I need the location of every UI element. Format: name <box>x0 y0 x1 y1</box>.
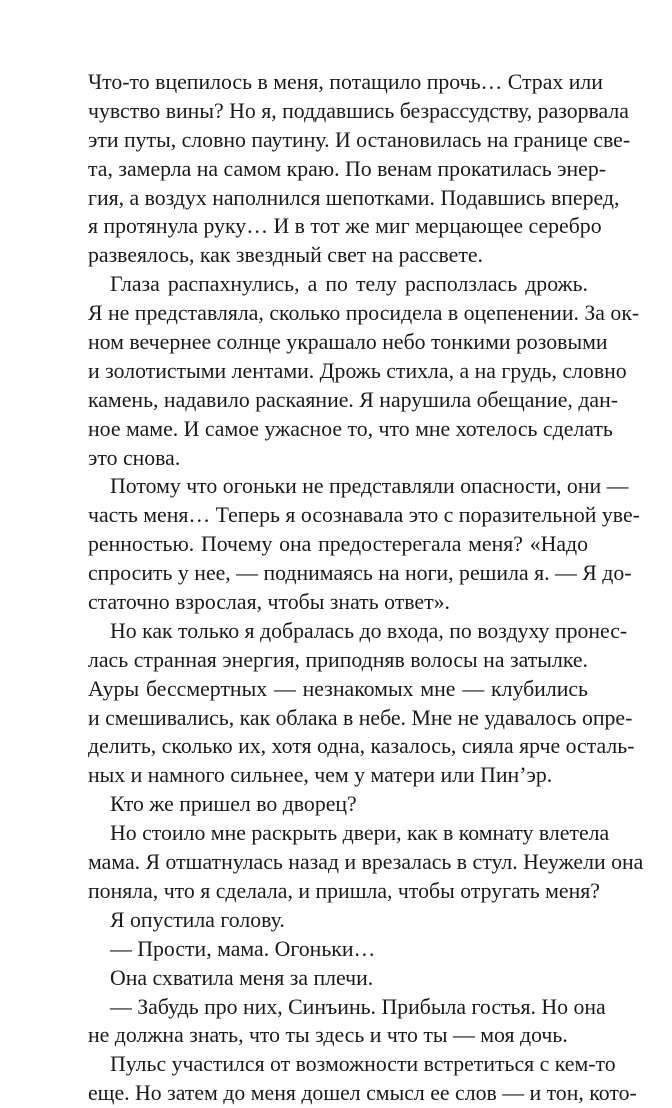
paragraph <box>88 790 588 819</box>
paragraph <box>88 964 588 993</box>
text-line: Кто же пришел во дворец? <box>110 792 357 817</box>
text-line: часть меня… Теперь я осознавала это с поразительной уве- <box>88 503 640 528</box>
text-line: та, замерла на самом краю. По венам прокатилась энер- <box>88 156 606 181</box>
text-line: и смешивались, как облака в небе. Мне не удавалось опре- <box>88 705 633 730</box>
text-line: мама. Я отшатнулась назад и врезалась в стул. Неужели она <box>88 850 644 875</box>
text-line: делить, сколько их, хотя одна, казалось, сияла ярче осталь- <box>88 734 635 759</box>
paragraph <box>88 270 640 472</box>
text-line: я протянула руку… И в тот же миг мерцающее серебро <box>88 214 602 239</box>
text-line: Глаза распахнулись, а по телу расползлась дрожь. <box>110 272 588 297</box>
text-line: статочно взрослая, чтобы знать ответ». <box>88 590 450 615</box>
text-line: — Прости, мама. Огоньки… <box>110 936 376 961</box>
text-line: еще. Но затем до меня дошел смысл ее слов — и тон, кото- <box>88 1081 637 1106</box>
paragraph <box>88 472 640 616</box>
text-line: развеялось, как звездный свет на рассвете. <box>88 243 483 268</box>
paragraph <box>88 1050 637 1108</box>
text-line: — Забудь про них, Синъинь. Прибыла гостья. Но она <box>110 994 606 1019</box>
text-line: ном вечернее солнце украшало небо тонкими розовыми <box>88 330 608 355</box>
paragraph <box>88 906 588 935</box>
text-line: Я опустила голову. <box>110 907 285 932</box>
book-page <box>88 68 644 1108</box>
paragraph <box>88 68 631 270</box>
text-line: Я не представляла, сколько просидела в оцепенении. За ок- <box>88 301 640 326</box>
text-line: гия, а воздух наполнился шепотками. Подавшись вперед, <box>88 185 620 210</box>
text-line: Но как только я добралась до входа, по воздуху пронес- <box>110 618 628 643</box>
text-line: поняла, что я сделала, и пришла, чтобы отругать меня? <box>88 878 600 903</box>
text-line: Пульс участился от возможности встретиться с кем-то <box>110 1052 616 1077</box>
text-line: ное маме. И самое ужасное то, что мне хотелось сделать <box>88 416 613 441</box>
text-line: Что-то вцепилось в меня, потащило прочь… Страх или <box>88 70 603 94</box>
text-line: не должна знать, что ты здесь и что ты — моя дочь. <box>88 1023 568 1048</box>
paragraph <box>88 819 644 906</box>
text-line: лась странная энергия, приподняв волосы на затылке. <box>88 647 588 672</box>
text-line: Но стоило мне раскрыть двери, как в комнату влетела <box>110 821 610 846</box>
text-line: Ауры бессмертных — незнакомых мне — клубились <box>88 676 588 701</box>
text-line: спросить у нее, — поднимаясь на ноги, решила я. — Я до- <box>88 561 632 586</box>
text-line: и золотистыми лентами. Дрожь стихла, а на грудь, словно <box>88 358 627 383</box>
text-line: Потому что огоньки не представляли опасности, они — <box>110 474 629 499</box>
text-line: это снова. <box>88 445 181 470</box>
text-line: ных и намного сильнее, чем у матери или Пин’эр. <box>88 763 553 788</box>
paragraph <box>88 935 588 964</box>
text-line: ренностью. Почему она предостерегала меня? «Надо <box>88 532 588 557</box>
text-line: камень, надавило раскаяние. Я нарушила обещание, дан- <box>88 387 619 412</box>
text-line: чувство вины? Но я, поддавшись безрассудству, разорвала <box>88 98 629 123</box>
paragraph <box>88 993 606 1051</box>
text-line: Она схватила меня за плечи. <box>110 965 374 990</box>
text-line: эти путы, словно паутину. И остановилась на границе све- <box>88 127 631 152</box>
paragraph <box>88 617 635 790</box>
